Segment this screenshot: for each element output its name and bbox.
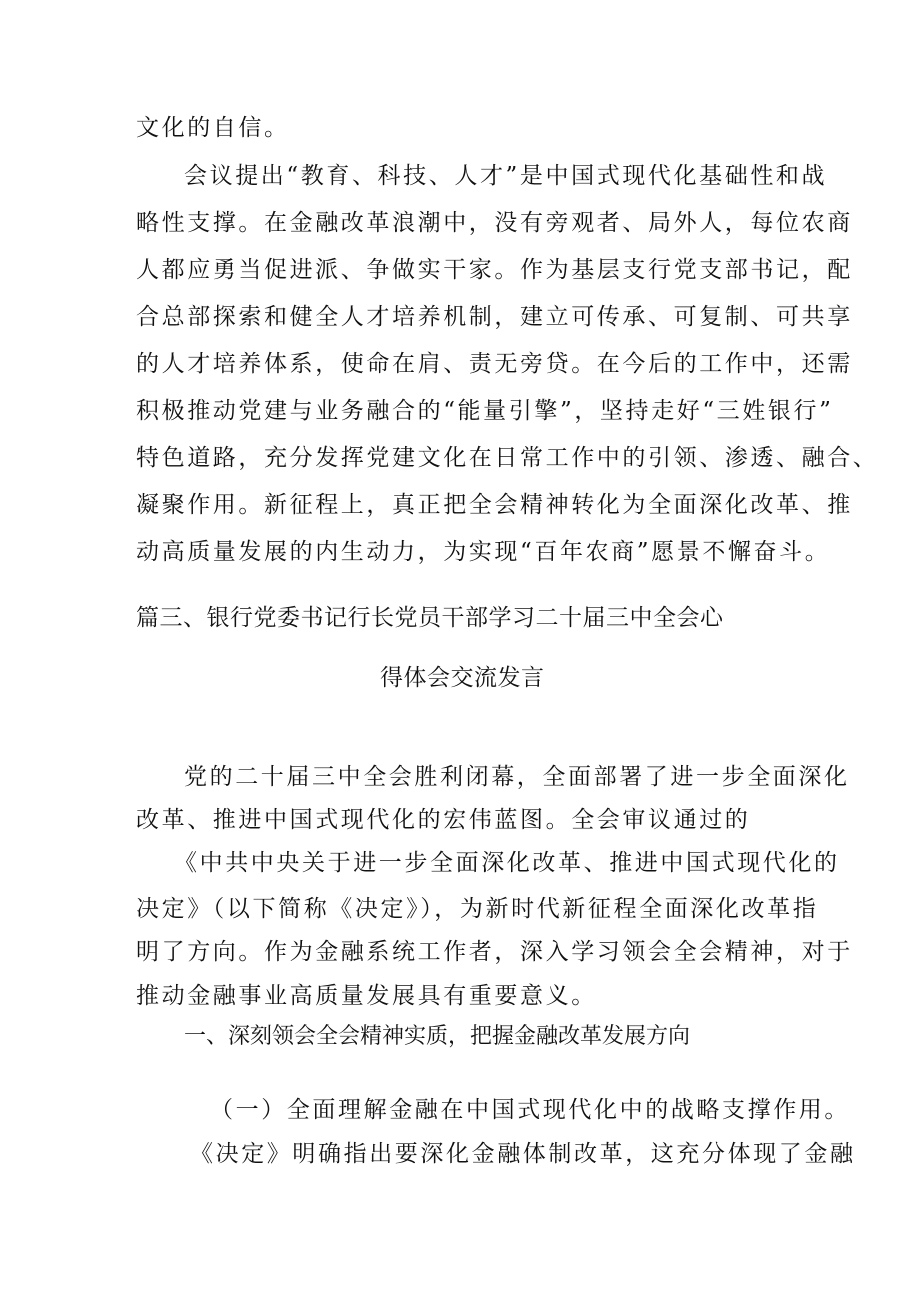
paragraph-line: 动高质量发展的内生动力，为实现“百年农商”愿景不懈奋斗。	[136, 539, 831, 565]
paragraph-line: 的人才培养体系，使命在肩、责无旁贷。在今后的工作中，还需	[136, 351, 853, 377]
paragraph-line: 会议提出“教育、科技、人才”是中国式现代化基础性和战	[184, 163, 828, 189]
paragraph-line: 合总部探索和健全人才培养机制，建立可传承、可复制、可共享	[136, 304, 853, 330]
paragraph-line: 决定》（以下简称《决定》），为新时代新征程全面深化改革指	[136, 896, 819, 922]
paragraph-line: 凝聚作用。新征程上，真正把全会精神转化为全面深化改革、推	[136, 492, 853, 518]
subsection-heading: （一）全面理解金融在中国式现代化中的战略支撑作用。	[210, 1097, 850, 1123]
paragraph-line: 人都应勇当促进派、争做实干家。作为基层支行党支部书记，配	[136, 257, 853, 283]
paragraph-line: 推动金融事业高质量发展具有重要意义。	[136, 983, 597, 1009]
section-title: 篇三、银行党委书记行长党员干部学习二十届三中全会心	[136, 605, 724, 631]
paragraph-line: 积极推动党建与业务融合的“能量引擎”，坚持走好“三姓银行”	[136, 398, 834, 424]
paragraph-line: 略性支撑。在金融改革浪潮中，没有旁观者、局外人，每位农商	[136, 210, 853, 236]
paragraph-line: 文化的自信。	[136, 115, 290, 141]
paragraph-line: 明了方向。作为金融系统工作者，深入学习领会全会精神，对于	[136, 939, 853, 965]
section-title: 得体会交流发言	[380, 665, 545, 691]
paragraph-line: 党的二十届三中全会胜利闭幕，全面部署了进一步全面深化	[184, 764, 850, 790]
paragraph-line: 《决定》明确指出要深化金融体制改革，这充分体现了金融	[190, 1141, 856, 1167]
section-heading: 一、深刻领会全会精神实质，把握金融改革发展方向	[184, 1024, 691, 1049]
paragraph-line: 特色道路，充分发挥党建文化在日常工作中的引领、渗透、融合、	[136, 445, 879, 471]
paragraph-line: 《中共中央关于进一步全面深化改革、推进中国式现代化的	[174, 850, 840, 876]
paragraph-line: 改革、推进中国式现代化的宏伟蓝图。全会审议通过的	[136, 807, 751, 833]
